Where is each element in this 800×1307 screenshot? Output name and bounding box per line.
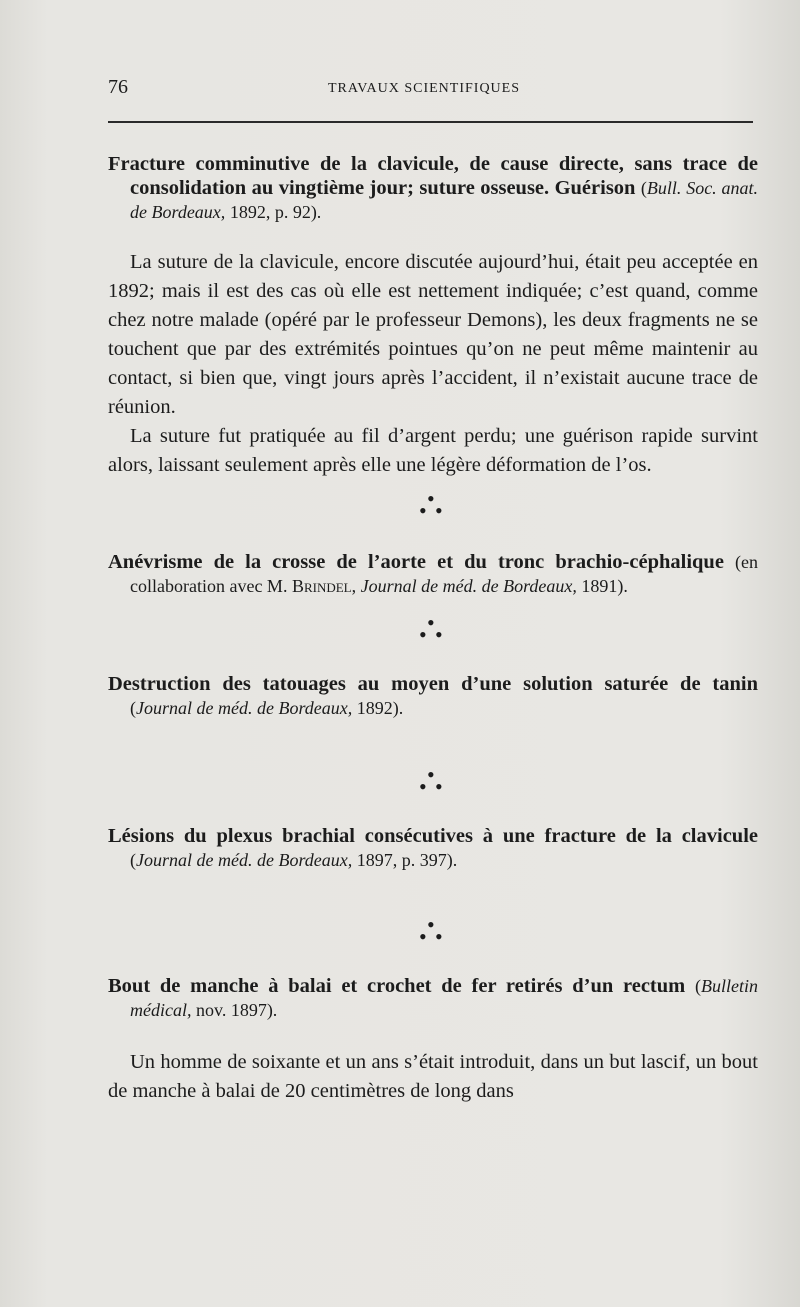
header-rule xyxy=(108,121,753,123)
entry-reference: (en collaboration avec M. Brindel, Journal de méd. de Bordeaux, 1891). xyxy=(130,552,758,596)
entry-title-text: Anévrisme de la crosse de l’aorte et du tronc brachio-céphalique xyxy=(108,551,724,573)
entry-title-clavicle-fracture xyxy=(108,152,758,224)
entry-title-text: Bout de manche à balai et crochet de fer retirés d’un rectum xyxy=(108,975,686,997)
page-content xyxy=(108,152,758,1106)
entry-reference: (Bulletin médical, nov. 1897). xyxy=(130,976,759,1020)
section-separator: • • • xyxy=(419,486,443,523)
paragraph-suture-result: La suture fut pratiquée au fil d’argent perdu; une guérison rapide survint alors, laissant seulement après elle une légère déformation de l’os. xyxy=(108,425,758,476)
page-number: 76 xyxy=(108,76,128,98)
section-separator: • • • xyxy=(419,912,443,949)
entry-title-text: Lésions du plexus brachial consécutives à une fracture de la clavicule xyxy=(108,825,758,847)
section-separator: • • • xyxy=(419,762,443,799)
page-header xyxy=(108,76,753,106)
entry-title-rectal-foreign-body xyxy=(108,974,758,1022)
entry-title-tattoo-removal xyxy=(108,672,758,720)
entry-title-aortic-aneurysm xyxy=(108,550,758,598)
entry-reference: (Bull. Soc. anat. de Bordeaux, 1892, p. 92). xyxy=(130,178,758,222)
entry-title-text: Fracture comminutive de la clavicule, de cause directe, sans trace de consolidation au vingtième jour; suture osseuse. Guérison xyxy=(108,153,758,199)
paragraph-case-description: Un homme de soixante et un ans s’était introduit, dans un but lascif, un bout de manche à balai de 20 centimètres de long dans xyxy=(108,1051,758,1102)
entry-title-brachial-plexus xyxy=(108,824,758,872)
entry-reference: (Journal de méd. de Bordeaux, 1892). xyxy=(130,698,404,718)
running-head: TRAVAUX SCIENTIFIQUES xyxy=(328,81,521,96)
section-separator: • • • xyxy=(419,610,443,647)
entry-title-text: Destruction des tatouages au moyen d’une solution saturée de tanin xyxy=(108,673,758,695)
entry-reference: (Journal de méd. de Bordeaux, 1897, p. 397). xyxy=(130,850,458,870)
paragraph-clavicle-suture: La suture de la clavicule, encore discutée aujourd’hui, était peu acceptée en 1892; mais il est des cas où elle est nettement indiquée; c’est quand, comme chez notre malade (opéré par le professeur Demons), les deux fragments ne se touchent que par des extrémités pointues qu’on ne peut même maintenir au contact, si bien que, vingt jours après l’accident, il n’existait aucune trace de réunion. xyxy=(108,251,758,418)
